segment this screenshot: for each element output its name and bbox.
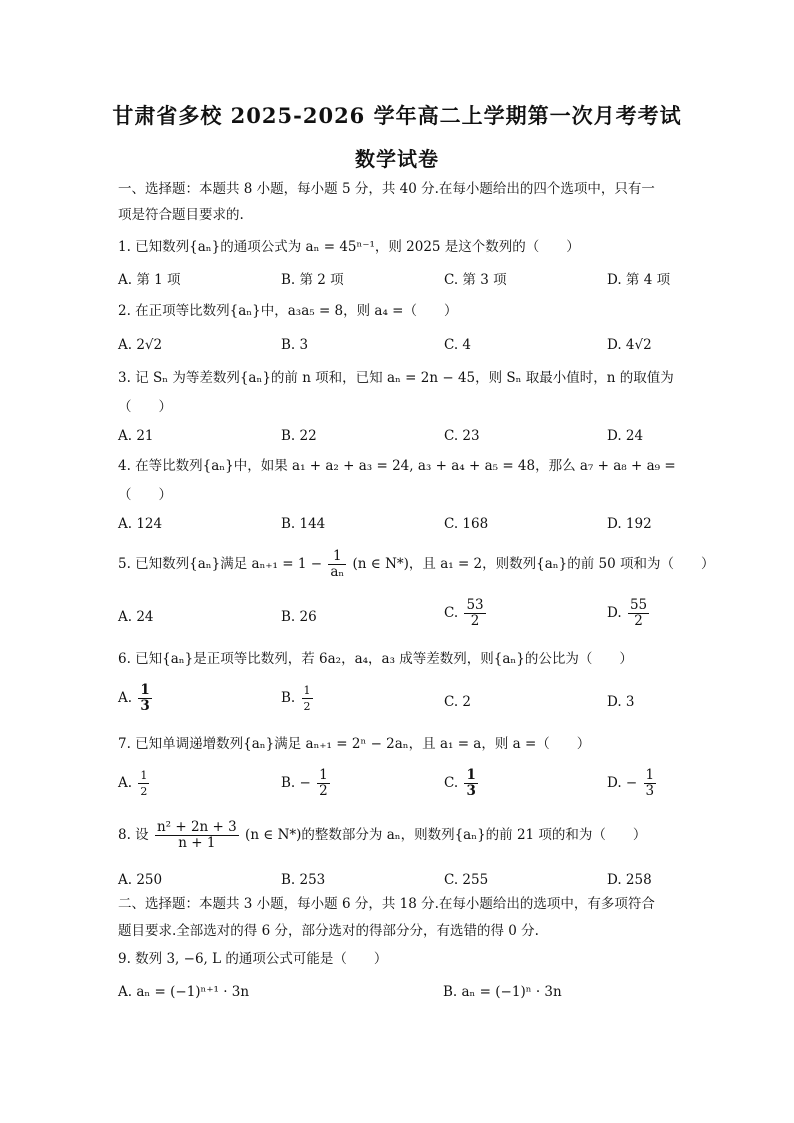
question-4-option-d[interactable]: D. 192 xyxy=(607,516,652,532)
question-7-option-d[interactable] xyxy=(607,768,658,799)
question-8-stem xyxy=(118,818,688,858)
frac-den: 2 xyxy=(634,613,643,629)
section1-instruction-cont: 项是符合题目要求的. xyxy=(118,207,244,223)
question-2-options xyxy=(118,336,678,372)
frac-num: 55 xyxy=(629,597,648,613)
question-1-option-a[interactable]: A. 第 1 项 xyxy=(118,272,181,288)
question-8-frac-den: n + 1 xyxy=(178,835,216,851)
frac-num: 1 xyxy=(466,767,476,783)
question-8-stem-post: (n ∈ N*)的整数部分为 aₙ，则数列{aₙ}的前 21 项的和为（ ） xyxy=(245,827,647,843)
frac-den: 2 xyxy=(303,700,311,713)
section1-instruction: 一、选择题：本题共 8 小题，每小题 5 分，共 40 分.在每小题给出的四个选项中，只有一 xyxy=(118,181,655,197)
question-5-stem-pre: 5. 已知数列{aₙ}满足 aₙ₊₁ = 1 − xyxy=(118,556,323,572)
question-5-stem xyxy=(118,547,715,583)
frac-num: 53 xyxy=(466,597,484,613)
page-subtitle: 数学试卷 xyxy=(355,147,439,171)
question-5-stem-post: (n ∈ N*)，且 a₁ = 2，则数列{aₙ}的前 50 项和为（ ） xyxy=(352,556,715,572)
question-6-option-a-fraction xyxy=(138,683,151,714)
question-3-option-b[interactable]: B. 22 xyxy=(281,428,317,444)
question-2-option-c[interactable]: C. 4 xyxy=(444,337,472,353)
question-4-stem: 4. 在等比数列{aₙ}中，如果 a₁ + a₂ + a₃ = 24, a₃ + a₄ + a₅ = 48，那么 a₇ + a₈ + a₉ = xyxy=(118,458,676,474)
question-6-stem: 6. 已知{aₙ}是正项等比数列，若 6a₂，a₄，a₃ 成等差数列，则{aₙ}的公比为（ ） xyxy=(118,651,633,667)
question-5-frac-num: 1 xyxy=(328,549,346,565)
question-8-option-d[interactable]: D. 258 xyxy=(607,872,652,888)
question-6-option-c[interactable]: C. 2 xyxy=(444,694,472,710)
question-5-frac-den: aₙ xyxy=(330,564,345,580)
question-9-option-b[interactable]: B. aₙ = (−1)ⁿ · 3n xyxy=(443,984,562,1000)
question-6-options xyxy=(118,683,678,719)
section2-instruction-cont: 题目要求.全部选对的得 6 分，部分选对的得部分分，有选错的得 0 分. xyxy=(118,923,539,939)
question-6-option-a[interactable] xyxy=(118,683,154,714)
section2-instruction: 二、选择题：本题共 3 小题，每小题 6 分，共 18 分.在每小题给出的选项中，有多项符合 xyxy=(118,896,655,912)
question-7-option-b-fraction xyxy=(317,768,330,799)
question-1-stem: 1. 已知数列{aₙ}的通项公式为 aₙ = 45ⁿ⁻¹，则 2025 是这个数列的（ ） xyxy=(118,239,580,255)
option-label: C. xyxy=(444,775,459,791)
question-2-option-a[interactable]: A. 2√2 xyxy=(118,337,163,353)
question-5-options xyxy=(118,598,678,634)
question-4-option-a[interactable]: A. 124 xyxy=(118,516,163,532)
frac-num: 1 xyxy=(303,684,311,697)
question-8-fraction xyxy=(155,820,239,851)
question-3-option-c[interactable]: C. 23 xyxy=(444,428,480,444)
question-7-options xyxy=(118,768,678,804)
option-label: D. − xyxy=(607,775,638,791)
question-7-stem: 7. 已知单调递增数列{aₙ}满足 aₙ₊₁ = 2ⁿ − 2aₙ，且 a₁ = a，则 a =（ ） xyxy=(118,736,591,752)
question-4-option-b[interactable]: B. 144 xyxy=(281,516,326,532)
question-7-option-b[interactable] xyxy=(281,768,332,799)
question-7-option-a-fraction xyxy=(138,768,149,799)
question-1-option-b[interactable]: B. 第 2 项 xyxy=(281,272,344,288)
question-2-stem: 2. 在正项等比数列{aₙ}中，a₃a₅ = 8，则 a₄ =（ ） xyxy=(118,303,458,319)
option-label: A. xyxy=(118,775,133,791)
question-5-option-b[interactable]: B. 26 xyxy=(281,609,317,625)
question-8-option-b[interactable]: B. 253 xyxy=(281,872,326,888)
frac-den: 3 xyxy=(645,783,655,799)
frac-num: 1 xyxy=(645,767,655,783)
question-8-option-a[interactable]: A. 250 xyxy=(118,872,163,888)
option-label: A. xyxy=(118,690,133,706)
question-4-options xyxy=(118,515,678,551)
question-7-option-d-fraction xyxy=(644,768,657,799)
question-5-option-c-fraction xyxy=(464,598,485,629)
question-1-option-d[interactable]: D. 第 4 项 xyxy=(607,272,671,288)
frac-den: 3 xyxy=(140,698,150,714)
question-9-stem: 9. 数列 3, −6, L 的通项公式可能是（ ） xyxy=(118,951,388,967)
question-4-option-c[interactable]: C. 168 xyxy=(444,516,489,532)
question-7-option-c-fraction xyxy=(464,768,477,799)
question-5-option-d-label: D. xyxy=(607,605,622,621)
question-5-fraction xyxy=(328,549,346,580)
question-1-option-c[interactable]: C. 第 3 项 xyxy=(444,272,507,288)
question-9-option-a[interactable]: A. aₙ = (−1)ⁿ⁺¹ · 3n xyxy=(118,984,250,1000)
frac-den: 2 xyxy=(140,785,148,798)
question-7-option-c[interactable] xyxy=(444,768,480,799)
frac-den: 2 xyxy=(470,613,480,629)
frac-num: 1 xyxy=(319,767,328,783)
frac-num: 1 xyxy=(140,682,150,698)
question-7-option-a[interactable] xyxy=(118,768,151,799)
question-6-option-b-fraction xyxy=(302,683,313,714)
question-2-option-d[interactable]: D. 4√2 xyxy=(607,337,652,353)
question-5-option-d-fraction xyxy=(628,598,649,629)
question-5-option-c-label: C. xyxy=(444,605,459,621)
frac-den: 3 xyxy=(466,783,476,799)
question-8-frac-num: n² + 2n + 3 xyxy=(156,819,237,835)
question-3-stem: 3. 记 Sₙ 为等差数列{aₙ}的前 n 项和，已知 aₙ = 2n − 45，则 Sₙ 取最小值时，n 的取值为 xyxy=(118,370,674,386)
question-9-options xyxy=(118,983,678,1019)
option-label: B. − xyxy=(281,775,311,791)
question-3-stem-cont: （ ） xyxy=(118,399,172,415)
question-5-option-c[interactable] xyxy=(444,598,488,629)
question-5-option-d[interactable] xyxy=(607,598,651,629)
question-8-option-c[interactable]: C. 255 xyxy=(444,872,489,888)
question-5-option-a[interactable]: A. 24 xyxy=(118,609,154,625)
question-6-option-b[interactable] xyxy=(281,683,315,714)
frac-num: 1 xyxy=(140,769,148,782)
question-6-option-d[interactable]: D. 3 xyxy=(607,694,635,710)
question-4-stem-cont: （ ） xyxy=(118,487,172,503)
page-title: 甘肃省多校 2025-2026 学年高二上学期第一次月考考试 xyxy=(112,103,682,128)
question-3-option-a[interactable]: A. 21 xyxy=(118,428,154,444)
frac-den: 2 xyxy=(319,783,328,799)
option-label: B. xyxy=(281,690,296,706)
question-3-option-d[interactable]: D. 24 xyxy=(607,428,644,444)
question-2-option-b[interactable]: B. 3 xyxy=(281,337,309,353)
question-8-stem-pre: 8. 设 xyxy=(118,827,149,843)
